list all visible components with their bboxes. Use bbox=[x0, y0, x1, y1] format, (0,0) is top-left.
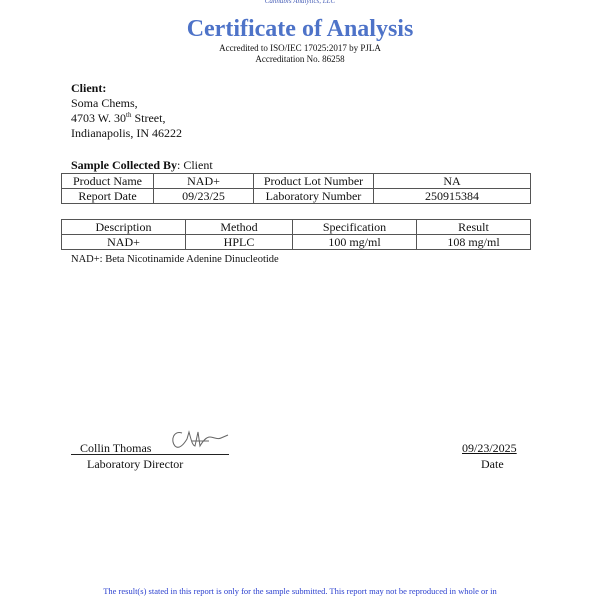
client-address-number: 4703 W. 30 bbox=[71, 111, 127, 125]
table-cell: NAD+ bbox=[154, 174, 254, 189]
client-address-suffix: th bbox=[126, 111, 132, 119]
table-row bbox=[62, 235, 531, 250]
page-title: Certificate of Analysis bbox=[186, 16, 414, 42]
table-cell: Report Date bbox=[62, 189, 154, 204]
client-block bbox=[71, 81, 182, 141]
info-table bbox=[61, 173, 531, 204]
sample-collected-label: Sample Collected By bbox=[71, 158, 177, 172]
table-row bbox=[62, 174, 531, 189]
director-title: Laboratory Director bbox=[87, 457, 184, 471]
signature-date: 09/23/2025 bbox=[462, 441, 517, 455]
table-cell: 108 mg/ml bbox=[417, 235, 531, 250]
sample-collected-value: : Client bbox=[177, 158, 213, 172]
table-header: Result bbox=[417, 220, 531, 235]
table-header: Method bbox=[186, 220, 293, 235]
table-cell: NAD+ bbox=[62, 235, 186, 250]
table-header: Specification bbox=[293, 220, 417, 235]
client-label: Client: bbox=[71, 81, 107, 95]
client-name: Soma Chems, bbox=[71, 96, 138, 110]
client-city: Indianapolis, IN 46222 bbox=[71, 126, 182, 140]
table-cell: Product Lot Number bbox=[254, 174, 374, 189]
date-label: Date bbox=[481, 457, 504, 471]
accreditation-number: Accreditation No. 86258 bbox=[255, 54, 345, 64]
table-cell: NA bbox=[374, 174, 531, 189]
signature-image bbox=[168, 426, 230, 457]
sample-collected-by bbox=[71, 158, 213, 173]
table-cell: HPLC bbox=[186, 235, 293, 250]
table-cell: 09/23/25 bbox=[154, 189, 254, 204]
table-cell: 250915384 bbox=[374, 189, 531, 204]
table-cell: 100 mg/ml bbox=[293, 235, 417, 250]
results-table bbox=[61, 219, 531, 250]
accreditation-line: Accredited to ISO/IEC 17025:2017 by PJLA bbox=[219, 43, 381, 53]
footnote: NAD+: Beta Nicotinamide Adenine Dinucleotide bbox=[71, 254, 279, 265]
footer-disclaimer: The result(s) stated in this report is only for the sample submitted. This report may not be reproduced in whole or in bbox=[103, 586, 497, 596]
client-address bbox=[71, 111, 182, 126]
director-name: Collin Thomas bbox=[80, 441, 152, 455]
table-row bbox=[62, 189, 531, 204]
client-address-street: Street, bbox=[131, 111, 166, 125]
table-cell: Product Name bbox=[62, 174, 154, 189]
table-cell: Laboratory Number bbox=[254, 189, 374, 204]
signature-line bbox=[71, 454, 229, 455]
table-header-row bbox=[62, 220, 531, 235]
table-header: Description bbox=[62, 220, 186, 235]
company-name-small: Cannabis Analytics, LLC bbox=[264, 0, 336, 5]
